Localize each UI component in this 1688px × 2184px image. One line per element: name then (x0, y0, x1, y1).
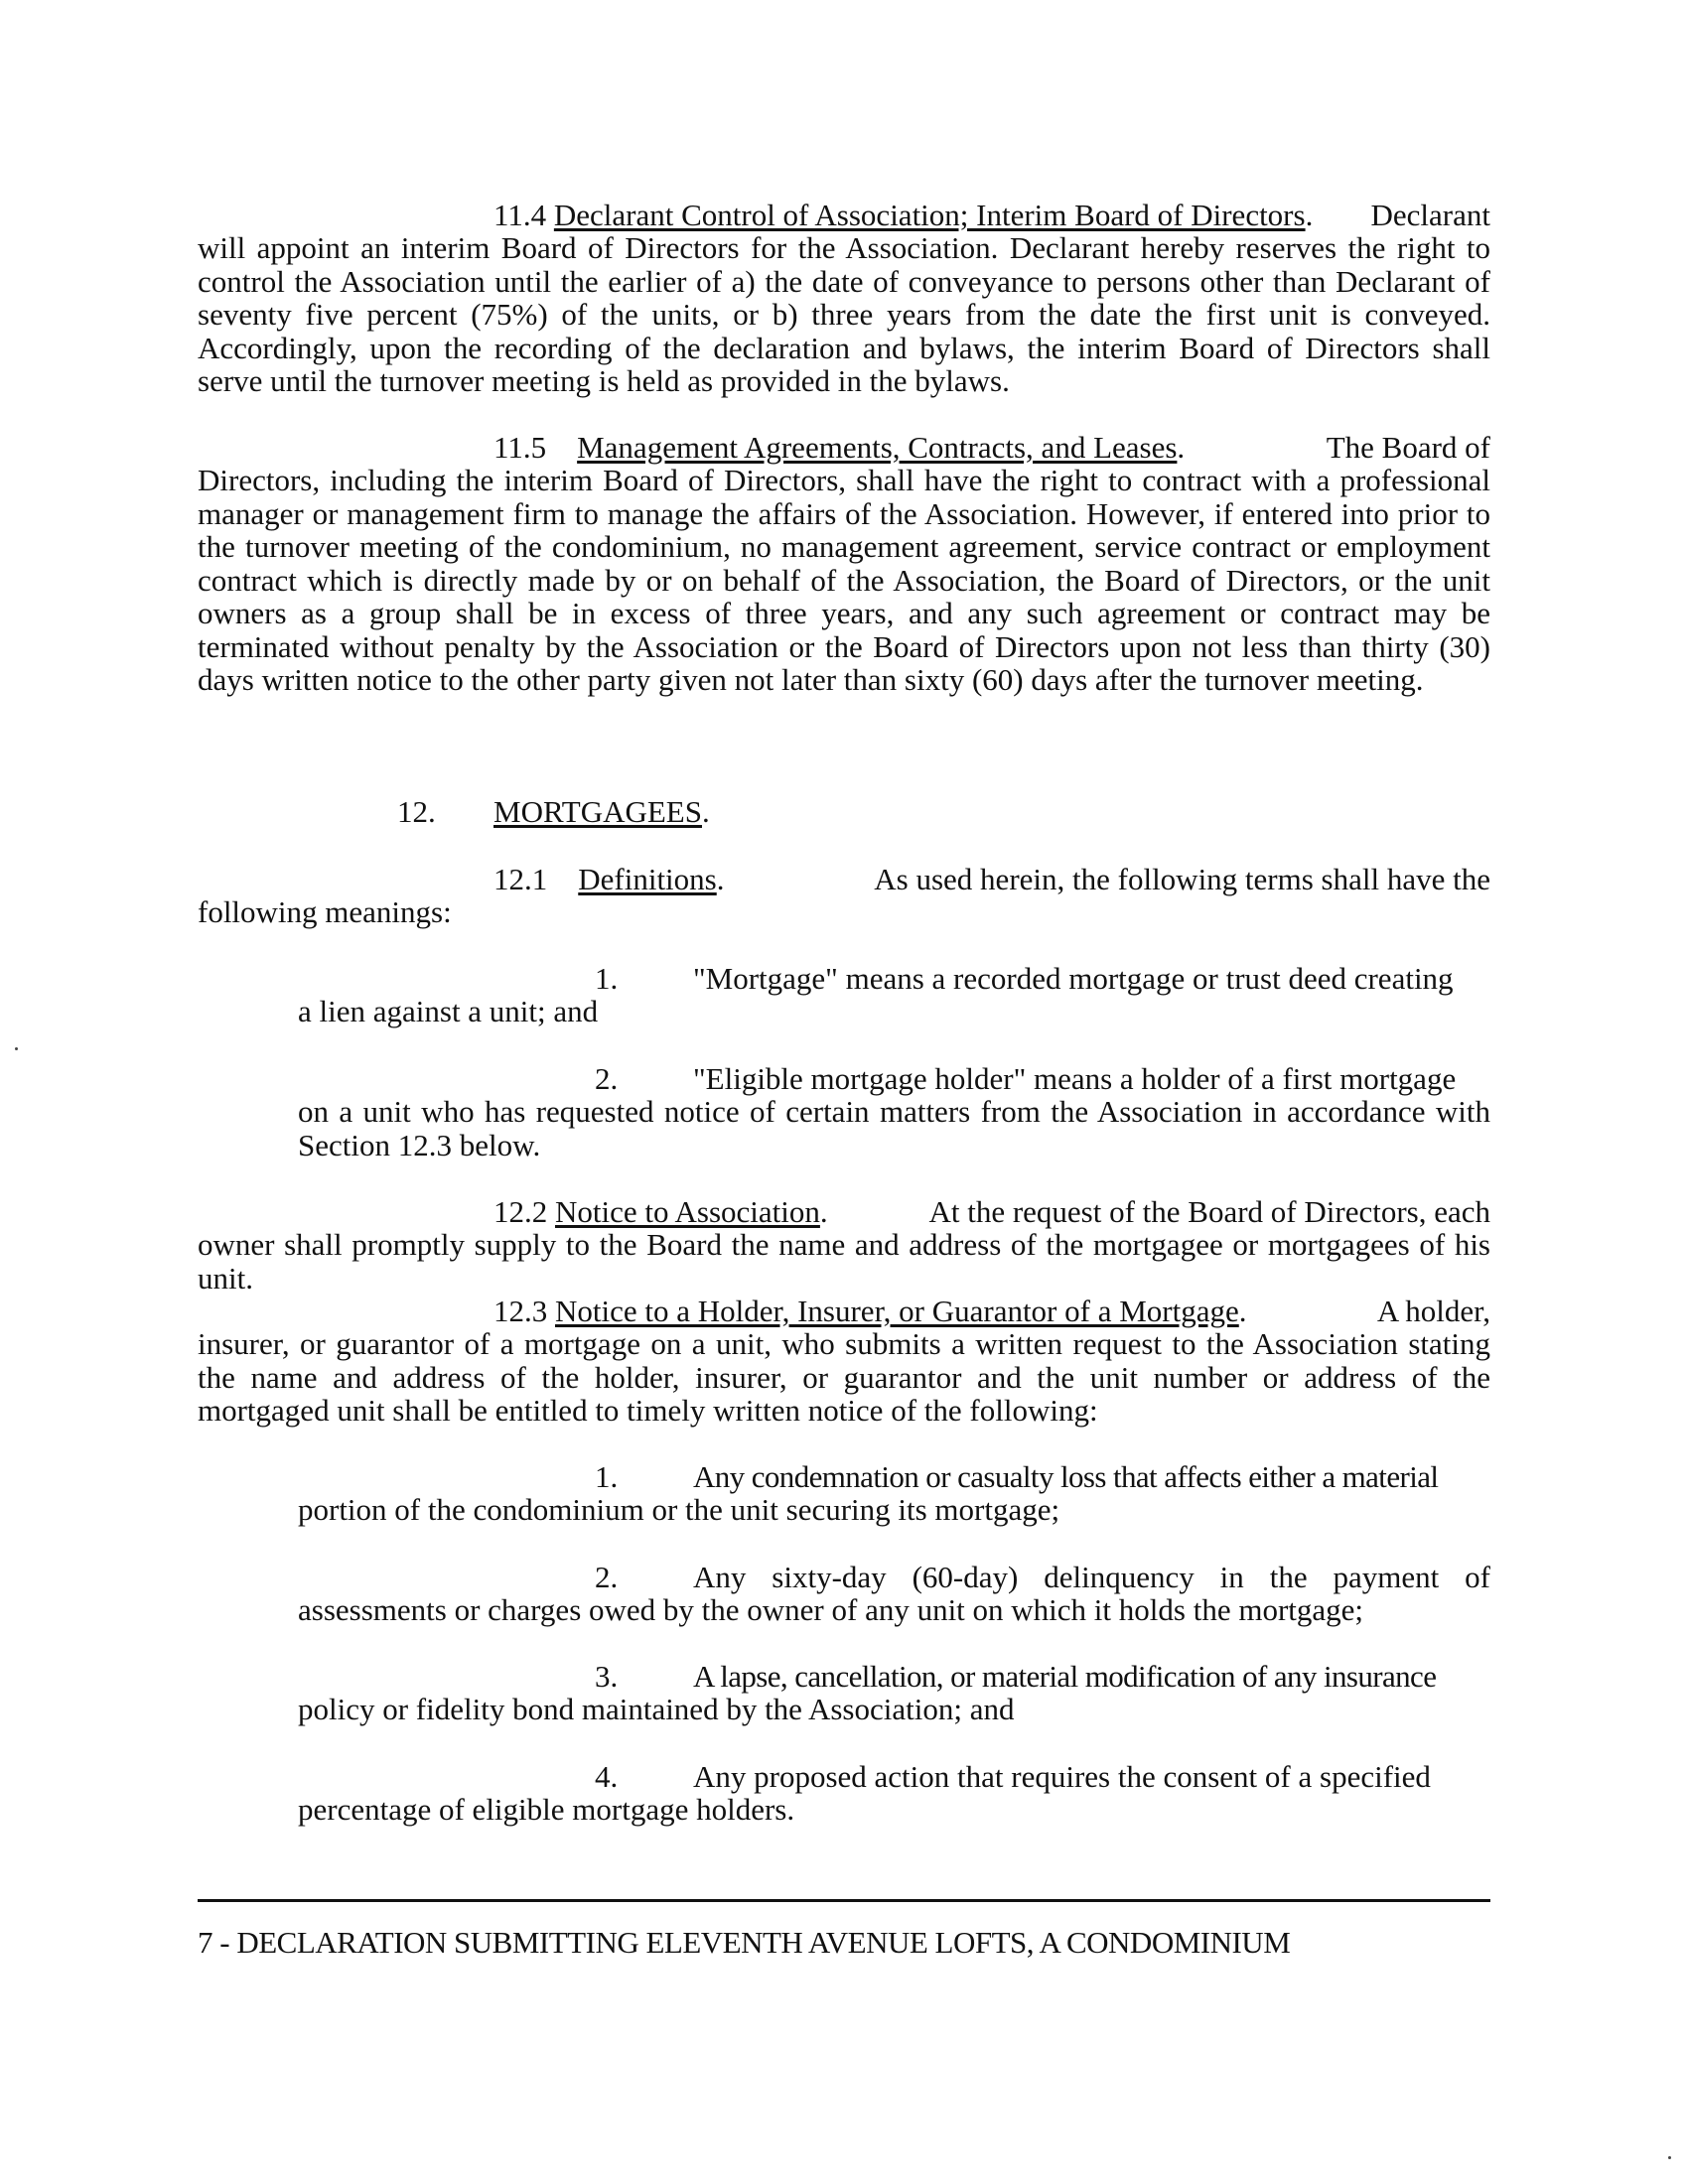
section-lead-text: At the request of the Board of Directors, each (928, 1194, 1490, 1229)
section-11-5-body: Directors, including the interim Board of Directors, shall have the right to contract with a professional manager or management firm to manage the affairs of the Association. However, if entered into prior to the turnover meeting of the condominium, no management agreement, service contract or employment contract which is directly made by or on behalf of the Association, the Board of Directors, or the unit owners as a group shall be in excess of three years, and any such agreement or contract may be terminated without penalty by the Association or the Board of Directors upon not less than thirty (30) days written notice to the other party given not later than sixty (60) days after the turnover meeting. (198, 463, 1490, 697)
section-11-5-first-line: 11.5 Management Agreements, Contracts, and Leases. The Board of (493, 430, 1490, 465)
section-number: 12.1 (493, 862, 548, 896)
list-item-continuation: portion of the condominium or the unit securing its mortgage; (298, 1492, 1060, 1527)
section-number: 11.4 (493, 198, 547, 232)
list-item-first-line: "Eligible mortgage holder" means a holder of a first mortgage (693, 1061, 1457, 1096)
section-heading: Declarant Control of Association; Interim Board of Directors (553, 198, 1306, 232)
list-item-continuation: on a unit who has requested notice of certain matters from the Association in accordance with Section 12.3 below. (298, 1094, 1490, 1162)
footer-rule (198, 1899, 1490, 1902)
section-lead-text: A holder, (1376, 1294, 1490, 1328)
list-item-number: 1. (595, 1459, 619, 1494)
list-item-first-line (693, 1561, 1490, 1594)
list-item-number: 1. (595, 961, 619, 996)
list-item-first-line: Any proposed action that requires the consent of a specified (693, 1759, 1431, 1794)
section-heading: Definitions (578, 862, 717, 896)
section-12-1-first-line: 12.1 Definitions. As used herein, the following terms shall have the (493, 862, 1490, 896)
section-heading: Notice to a Holder, Insurer, or Guarantor of a Mortgage (555, 1294, 1239, 1328)
list-item-number: 3. (595, 1659, 619, 1694)
section-12-3-first-line: 12.3 Notice to a Holder, Insurer, or Guarantor of a Mortgage. A holder, (493, 1294, 1490, 1328)
list-item-first-line-text: Any sixty-day (60-day) delinquency in the payment of (693, 1560, 1490, 1594)
list-item-number: 2. (595, 1061, 619, 1096)
section-11-4-first-line: 11.4 Declarant Control of Association; Interim Board of Directors. Declarant (493, 198, 1490, 232)
list-item-continuation: assessments or charges owed by the owner of any unit on which it holds the mortgage; (298, 1592, 1364, 1627)
list-item-first-line: "Mortgage" means a recorded mortgage or trust deed creating (693, 961, 1454, 996)
section-number: 12.2 (493, 1194, 548, 1229)
section-heading: Notice to Association (555, 1194, 820, 1229)
section-number: 12. (397, 794, 436, 829)
list-item-first-line: Any condemnation or casualty loss that affects either a material (693, 1459, 1439, 1494)
section-number: 12.3 (493, 1294, 548, 1328)
section-12-3-body: insurer, or guarantor of a mortgage on a unit, who submits a written request to the Association stating the name and address of the holder, insurer, or guarantor and the unit number or address of the mortgaged unit shall be entitled to timely written notice of the following: (198, 1326, 1490, 1428)
section-lead-text: The Board of (1326, 430, 1490, 465)
section-12-1-body: following meanings: (198, 894, 452, 929)
section-12-heading: MORTGAGEES. (493, 794, 710, 829)
scan-speck (15, 1047, 18, 1050)
section-lead-text: Declarant (1370, 198, 1490, 232)
list-item-continuation: policy or fidelity bond maintained by the Association; and (298, 1692, 1015, 1726)
section-heading: MORTGAGEES (493, 794, 702, 829)
section-12-2-body: owner shall promptly supply to the Board the name and address of the mortgagee or mortgagees of his unit. (198, 1227, 1490, 1296)
page-footer: 7 - DECLARATION SUBMITTING ELEVENTH AVENUE LOFTS, A CONDOMINIUM (198, 1925, 1291, 1960)
list-item-continuation: percentage of eligible mortgage holders. (298, 1792, 795, 1827)
list-item-number: 4. (595, 1759, 619, 1794)
section-12-2-first-line: 12.2 Notice to Association. At the request of the Board of Directors, each (493, 1194, 1490, 1229)
section-heading: Management Agreements, Contracts, and Leases (577, 430, 1178, 465)
list-item-first-line: A lapse, cancellation, or material modification of any insurance (693, 1659, 1437, 1694)
section-11-4-body: will appoint an interim Board of Directors for the Association. Declarant hereby reserves the right to control the Association until the earlier of a) the date of conveyance to persons other than Declarant of seventy five percent (75%) of the units, or b) three years from the date the first unit is conveyed. Accordingly, upon the recording of the declaration and bylaws, the interim Board of Directors shall serve until the turnover meeting is held as provided in the bylaws. (198, 230, 1490, 398)
list-item-continuation: a lien against a unit; and (298, 994, 599, 1028)
scan-speck (1668, 2156, 1671, 2159)
list-item-number: 2. (595, 1560, 619, 1594)
section-lead-text: As used herein, the following terms shall have the (874, 862, 1490, 896)
section-12-heading-line (397, 795, 436, 829)
section-number: 11.5 (493, 430, 547, 465)
